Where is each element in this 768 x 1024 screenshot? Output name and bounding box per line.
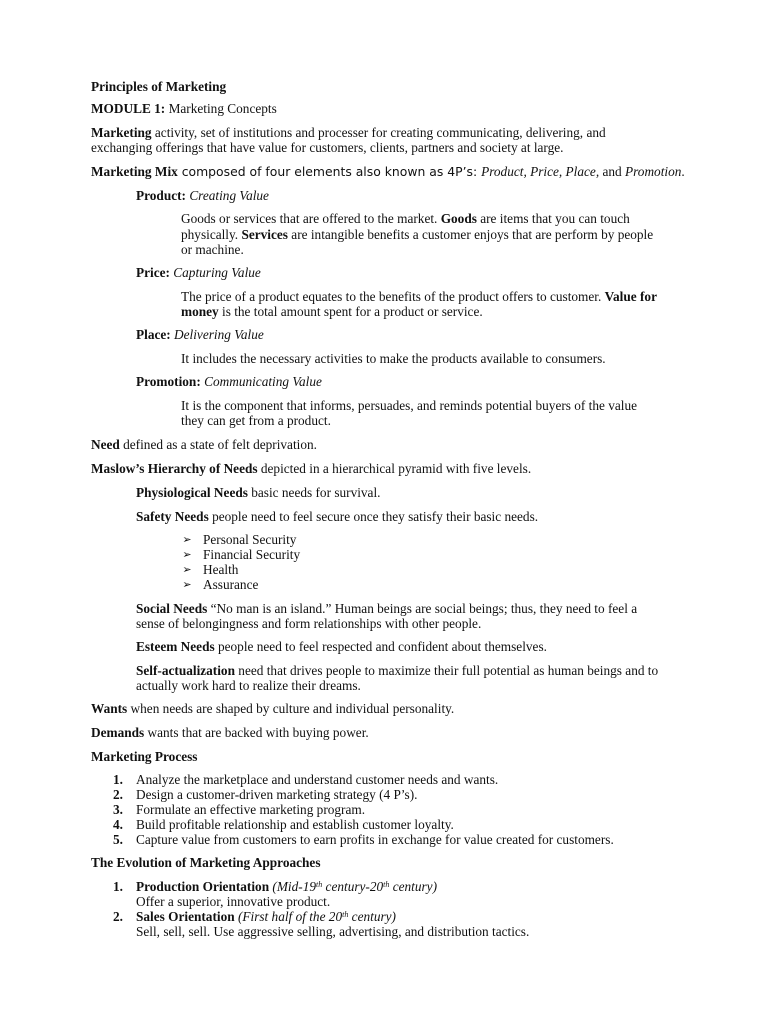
- promotion-description: It is the component that informs, persuades, and reminds potential buyers of the value: [181, 398, 638, 413]
- product-heading: Product: Creating Value: [136, 188, 269, 203]
- production-orientation-desc: Offer a superior, innovative product.: [136, 894, 331, 909]
- price-heading: Price: Capturing Value: [136, 265, 261, 280]
- wants-definition: Wants when needs are shaped by culture and individual personality.: [91, 701, 455, 716]
- product-description-cont: physically. Services are intangible benefits a customer enjoys that are perform by people: [181, 227, 654, 242]
- list-item: Health: [203, 562, 239, 577]
- marketing-definition-cont: exchanging offerings that have value for customers, clients, partners and society at large.: [91, 140, 564, 155]
- production-orientation: Production Orientation (Mid-19th century-20th century): [136, 879, 438, 894]
- list-number: 2.: [113, 909, 123, 924]
- list-number: 4.: [113, 817, 123, 832]
- self-actualization: Self-actualization need that drives people to maximize their full potential as human beings and to: [136, 663, 659, 678]
- social-needs-cont: sense of belongingness and form relationships with other people.: [136, 616, 482, 631]
- product-description-end: or machine.: [181, 242, 244, 257]
- price-description: The price of a product equates to the benefits of the product offers to customer. Value for: [181, 289, 657, 304]
- list-item: Build profitable relationship and establish customer loyalty.: [136, 817, 454, 832]
- module-heading: MODULE 1: Marketing Concepts: [91, 101, 277, 116]
- product-description: Goods or services that are offered to the market. Goods are items that you can touch: [181, 211, 630, 226]
- list-number: 1.: [113, 772, 123, 787]
- price-description-cont: money is the total amount spent for a product or service.: [181, 304, 483, 319]
- arrow-bullet-icon: ➢: [182, 548, 192, 561]
- evolution-heading: The Evolution of Marketing Approaches: [91, 855, 321, 870]
- sales-orientation: Sales Orientation (First half of the 20th century): [136, 909, 396, 924]
- list-number: 5.: [113, 832, 123, 847]
- place-description: It includes the necessary activities to make the products available to consumers.: [181, 351, 606, 366]
- demands-definition: Demands wants that are backed with buying power.: [91, 725, 369, 740]
- arrow-bullet-icon: ➢: [182, 563, 192, 576]
- promotion-description-cont: they can get from a product.: [181, 413, 331, 428]
- marketing-definition: Marketing activity, set of institutions and processer for creating communicating, delivering, and: [91, 125, 606, 140]
- list-number: 3.: [113, 802, 123, 817]
- list-item: Capture value from customers to earn profits in exchange for value created for customers.: [136, 832, 614, 847]
- self-actualization-cont: actually work hard to realize their dreams.: [136, 678, 361, 693]
- marketing-process-heading: Marketing Process: [91, 749, 198, 764]
- list-item: Assurance: [203, 577, 259, 592]
- place-heading: Place: Delivering Value: [136, 327, 264, 342]
- arrow-bullet-icon: ➢: [182, 578, 192, 591]
- sales-orientation-desc: Sell, sell, sell. Use aggressive selling, advertising, and distribution tactics.: [136, 924, 530, 939]
- list-item: Analyze the marketplace and understand customer needs and wants.: [136, 772, 499, 787]
- esteem-needs: Esteem Needs people need to feel respected and confident about themselves.: [136, 639, 547, 654]
- document-title: Principles of Marketing: [91, 79, 227, 94]
- list-number: 2.: [113, 787, 123, 802]
- list-number: 1.: [113, 879, 123, 894]
- social-needs: Social Needs “No man is an island.” Human beings are social beings; thus, they need to feel a: [136, 601, 638, 616]
- need-definition: Need defined as a state of felt deprivation.: [91, 437, 317, 452]
- safety-needs: Safety Needs people need to feel secure once they satisfy their basic needs.: [136, 509, 539, 524]
- list-item: Formulate an effective marketing program.: [136, 802, 366, 817]
- maslow-definition: Maslow’s Hierarchy of Needs depicted in a hierarchical pyramid with five levels.: [91, 461, 532, 476]
- list-item: Personal Security: [203, 532, 297, 547]
- promotion-heading: Promotion: Communicating Value: [136, 374, 322, 389]
- physiological-needs: Physiological Needs basic needs for survival.: [136, 485, 381, 500]
- list-item: Financial Security: [203, 547, 301, 562]
- arrow-bullet-icon: ➢: [182, 533, 192, 546]
- marketing-mix-definition: Marketing Mix composed of four elements also known as 4P’s: Product, Price, Place, and Promotion.: [91, 164, 685, 179]
- list-item: Design a customer-driven marketing strategy (4 P’s).: [136, 787, 418, 802]
